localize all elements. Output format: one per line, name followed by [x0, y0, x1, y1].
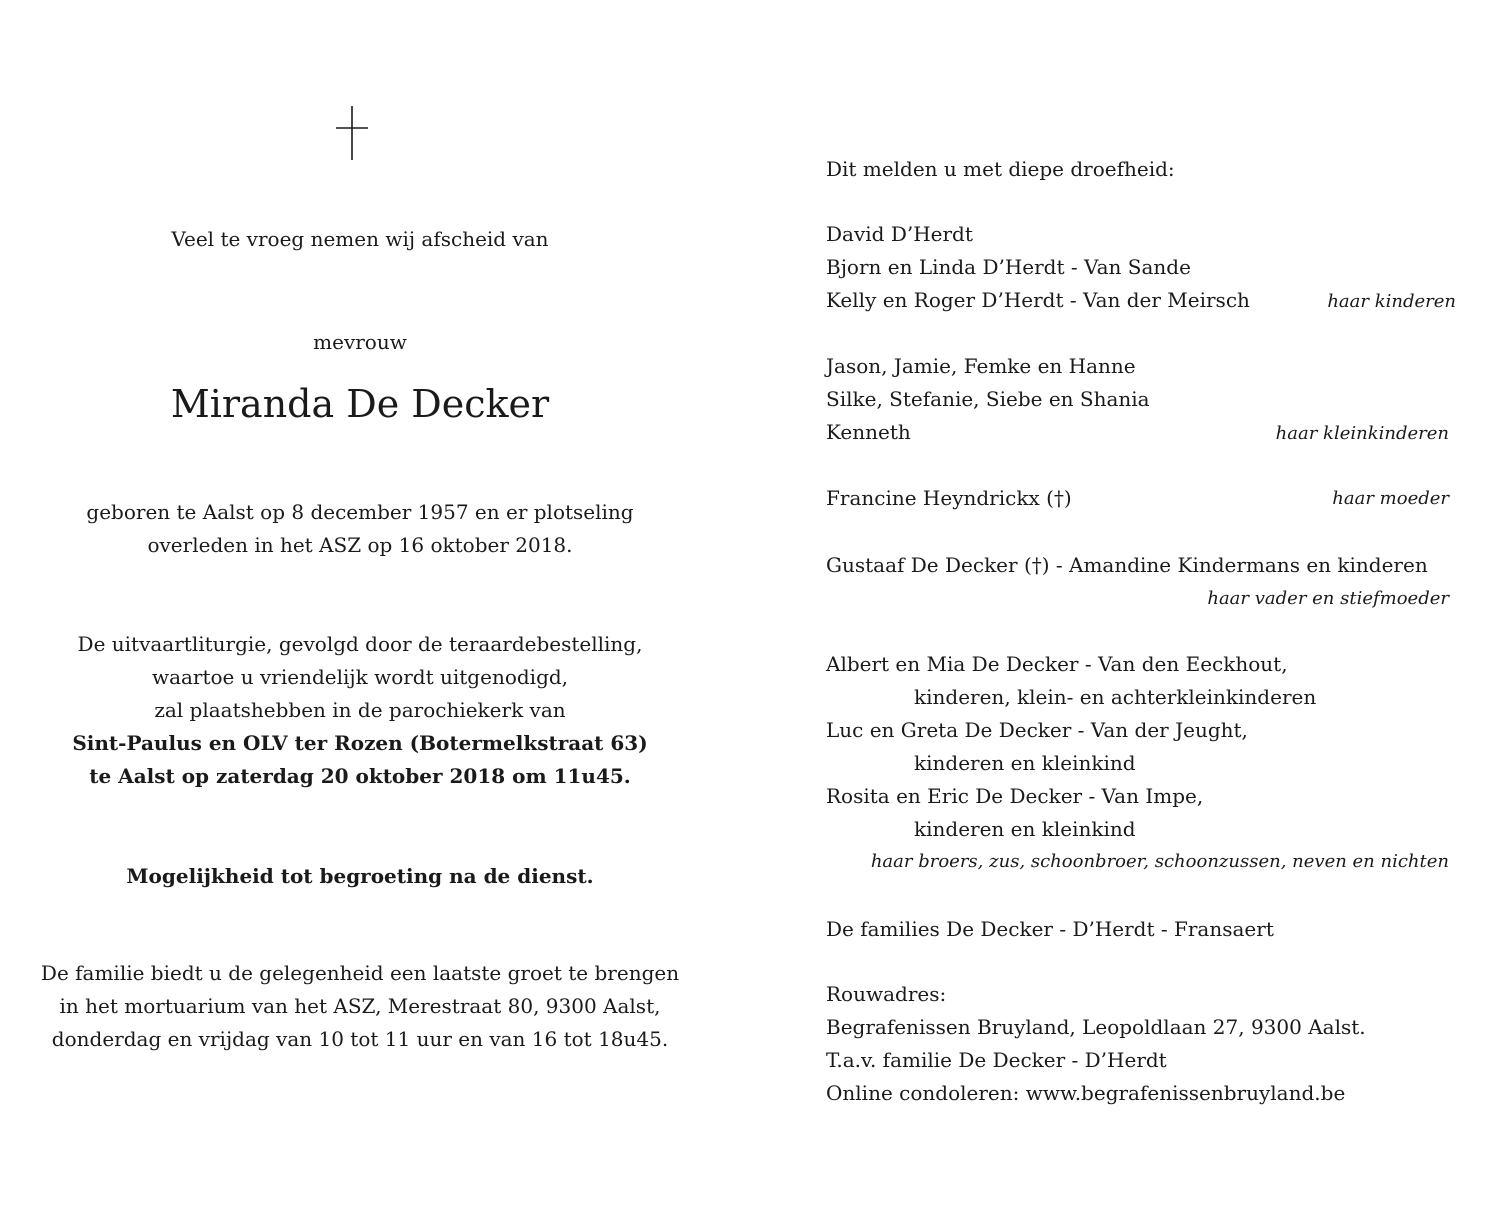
grandchildren-role: haar kleinkinderen	[1275, 423, 1449, 444]
birth-death-info	[40, 496, 680, 562]
mortuarium-line: donderdag en vrijdag van 10 tot 11 uur en van 16 tot 18u45.	[51, 1027, 669, 1051]
father-role: haar vader en stiefmoeder	[1207, 588, 1449, 609]
service-line: De uitvaartliturgie, gevolgd door de teraardebestelling,	[77, 632, 643, 656]
address-block	[826, 978, 1366, 1110]
birth-line: geboren te Aalst op 8 december 1957 en er plotseling	[86, 500, 634, 524]
service-line: zal plaatshebben in de parochiekerk van	[154, 698, 566, 722]
mother-entry: Francine Heyndrickx (†)	[826, 486, 1072, 510]
death-line: overleden in het ASZ op 16 oktober 2018.	[147, 533, 573, 557]
service-info	[40, 628, 680, 793]
list-item: Kelly en Roger D’Herdt - Van der Meirsch	[826, 288, 1250, 312]
father-entry: Gustaaf De Decker (†) - Amandine Kindermans en kinderen	[826, 553, 1428, 577]
children-role: haar kinderen	[1327, 291, 1456, 312]
mortuarium-line: De familie biedt u de gelegenheid een laatste groet te brengen	[40, 961, 680, 985]
condolence-line: Online condoleren: www.begrafenissenbruyland.be	[826, 1081, 1346, 1105]
list-item: Albert en Mia De Decker - Van den Eeckhout,	[826, 652, 1288, 676]
children-list	[826, 218, 1250, 317]
address-heading: Rouwadres:	[826, 982, 947, 1006]
list-item: kinderen, klein- en achterkleinkinderen	[914, 685, 1317, 709]
date-time-line: te Aalst op zaterdag 20 oktober 2018 om 11u45.	[89, 764, 631, 788]
list-item: David D’Herdt	[826, 222, 973, 246]
list-item: kinderen en kleinkind	[914, 817, 1136, 841]
address-line: T.a.v. familie De Decker - D’Herdt	[826, 1048, 1167, 1072]
siblings-role: haar broers, zus, schoonbroer, schoonzussen, neven en nichten	[870, 851, 1449, 872]
church-line: Sint-Paulus en OLV ter Rozen (Botermelkstraat 63)	[72, 731, 648, 755]
address-line: Begrafenissen Bruyland, Leopoldlaan 27, 9300 Aalst.	[826, 1015, 1366, 1039]
grandchildren-list	[826, 350, 1150, 449]
list-item: Luc en Greta De Decker - Van der Jeught,	[826, 718, 1248, 742]
announcement: Dit melden u met diepe droefheid:	[826, 157, 1175, 181]
siblings-list	[826, 648, 1316, 846]
list-item: Silke, Stefanie, Siebe en Shania	[826, 387, 1150, 411]
list-item: Rosita en Eric De Decker - Van Impe,	[826, 784, 1204, 808]
salutation: mevrouw	[313, 330, 407, 354]
mother-role: haar moeder	[1332, 488, 1449, 509]
service-line: waartoe u vriendelijk wordt uitgenodigd,	[151, 665, 569, 689]
mortuarium-info	[40, 957, 680, 1056]
families-line: De families De Decker - D’Herdt - Fransaert	[826, 917, 1274, 941]
greeting-note: Mogelijkheid tot begroeting na de dienst.	[126, 864, 594, 888]
mortuarium-line: in het mortuarium van het ASZ, Merestraat 80, 9300 Aalst,	[59, 994, 661, 1018]
list-item: Jason, Jamie, Femke en Hanne	[826, 354, 1136, 378]
cross-icon	[336, 106, 368, 160]
deceased-name: Miranda De Decker	[170, 382, 550, 426]
list-item: Kenneth	[826, 420, 911, 444]
list-item: kinderen en kleinkind	[914, 751, 1136, 775]
list-item: Bjorn en Linda D’Herdt - Van Sande	[826, 255, 1191, 279]
intro-text: Veel te vroeg nemen wij afscheid van	[171, 227, 549, 251]
